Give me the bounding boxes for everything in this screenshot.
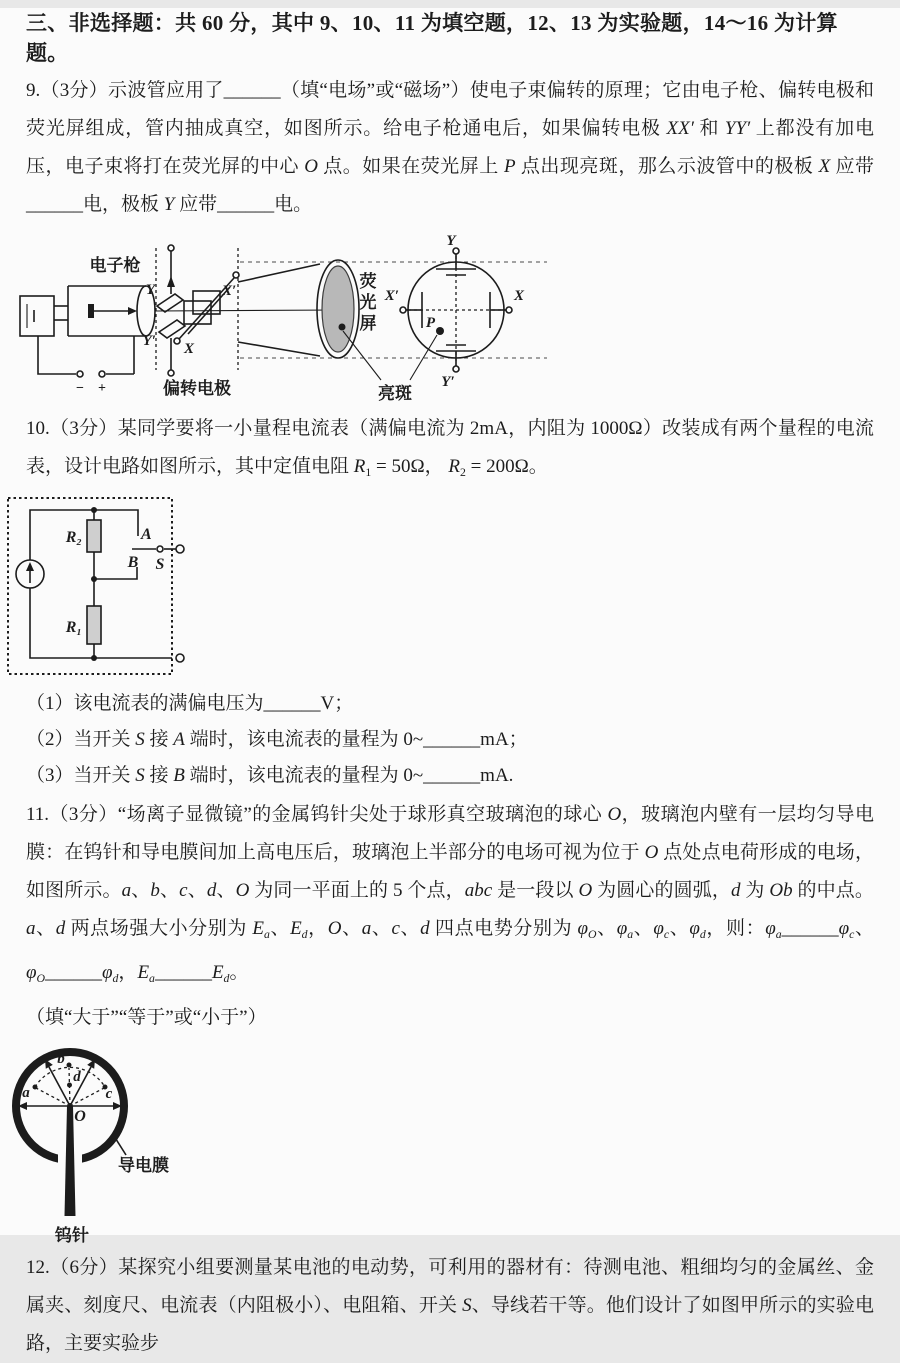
galvanometer — [16, 560, 44, 588]
point-p-label: P — [425, 315, 435, 331]
deflection-electrodes — [143, 245, 338, 398]
point-b-label: b — [57, 1051, 65, 1068]
q10-part-2: （2）当开关 S 接 A 端时，该电流表的量程为 0~______mA； — [26, 728, 528, 750]
question-11-text: 11.（3分）“场离子显微镜”的金属钨针尖处于球形真空玻璃泡的球心 O，玻璃泡内壁有一层均匀导电膜：在钨针和导电膜间加上高电压后，玻璃泡上半部分的电场可视为位于 O 点处点电荷形成的电场，如图所示。a、b、c、d、O 为同一平面上的 5 个点，abc 是一段以 O 为圆心的圆弧，d 为 Ob 的中点。a、d 两点场强大小分别为 Ea、Ed，O、a、c、d 四点电势分别为 φO、φa、φc、φd，则：φa______φc、φO______φd，Ea______Ed。 — [26, 803, 874, 985]
question-12-text: 12.（6分）某探究小组要测量某电池的电动势，可利用的器材有：待测电池、粗细均匀的金属丝、金属夹、刻度尺、电流表（内阻极小）、电阻箱、开关 S、导线若干等。他们设计了如图甲所示的实验电路，主要实验步 — [26, 1257, 874, 1355]
beam-arrow — [128, 307, 137, 315]
minus-terminal-label: − — [76, 381, 84, 396]
switch-label: S — [155, 555, 165, 573]
question-11-note: （填“大于”“等于”或“小于”） — [26, 1007, 267, 1029]
front-y-label: Y — [446, 233, 456, 249]
q10-part-1: （1）该电流表的满偏电压为______V； — [26, 692, 354, 714]
screen-front-view — [384, 233, 525, 390]
side-x-prime-plate-label: X′ — [222, 283, 237, 299]
contact-a-label: A — [141, 525, 152, 543]
deflection-electrodes-label: 偏转电极 — [163, 379, 231, 398]
ammeter-circuit-diagram — [0, 494, 250, 686]
y-lead-arrow — [167, 276, 175, 287]
cathode — [88, 304, 94, 318]
screen-spot — [339, 324, 346, 331]
side-x-plate-label: X — [184, 341, 195, 357]
section-header: 三、非选择题：共 60 分，其中 9、10、11 为填空题，12、13 为实验题，14～16 为计算题。 — [26, 11, 838, 65]
contact-b-label: B — [127, 553, 139, 571]
resistor-r1 — [87, 606, 101, 644]
point-o-label: O — [74, 1108, 86, 1126]
point-a-dot — [33, 1085, 38, 1090]
ammeter-circuit-figure — [0, 494, 900, 686]
plus-terminal-label: + — [98, 381, 106, 396]
side-y-prime-plate-label: Y′ — [142, 333, 156, 349]
oscilloscope-diagram — [0, 226, 848, 408]
front-y-prime-label: Y′ — [441, 374, 455, 390]
question-9-text: 9.（3分）示波管应用了______（填“电场”或“磁场”）使电子束偏转的原理；它由电子枪、偏转电极和荧光屏组成，管内抽成真空，如图所示。给电子枪通电后，如果偏转电极 XX′ 和 YY′ 上都没有加电压，电子束将打在荧光屏的中心 O 点。如果在荧光屏上 P 点出现亮斑，那么示波管中的极板 X 应带______电，极板 Y 应带______电。 — [26, 80, 874, 215]
crt-screen — [238, 260, 547, 403]
point-d-dot — [67, 1083, 72, 1088]
oscilloscope-figure — [0, 226, 900, 408]
physics-exam-page — [0, 8, 900, 1355]
electron-gun-label: 电子枪 — [89, 256, 141, 275]
point-b-dot — [67, 1063, 72, 1068]
ion-microscope-figure — [0, 1039, 900, 1247]
electron-gun — [68, 255, 155, 336]
glass-bulb-diagram — [0, 1039, 240, 1247]
point-d-label: d — [73, 1069, 81, 1086]
conductive-film-label: 导电膜 — [118, 1156, 169, 1176]
question-10-text: 10.（3分）某同学要将一小量程电流表（满偏电流为 2mA，内阻为 1000Ω）改装成有两个量程的电流表，设计电路如图所示，其中定值电阻 R1 = 50Ω， R2 = 200Ω。 — [26, 418, 874, 479]
front-x-prime-label: X′ — [384, 288, 399, 304]
point-p-dot — [436, 327, 444, 335]
front-x-label: X — [514, 288, 525, 304]
fluorescent-screen-label: 荧光屏 — [356, 272, 376, 335]
point-c-label: c — [105, 1086, 113, 1103]
point-a-label: a — [22, 1085, 30, 1102]
q10-part-3: （3）当开关 S 接 B 端时，该电流表的量程为 0~______mA. — [26, 764, 514, 786]
resistor-r2 — [87, 520, 101, 552]
question-10-parts — [0, 686, 900, 794]
side-y-plate-label: Y — [145, 282, 155, 298]
resistor-r1-label: R₁ — [65, 618, 82, 636]
resistor-r2-label: R₂ — [65, 528, 82, 546]
bright-spot-label: 亮斑 — [378, 384, 412, 403]
tungsten-needle-label: 钨针 — [55, 1226, 89, 1246]
